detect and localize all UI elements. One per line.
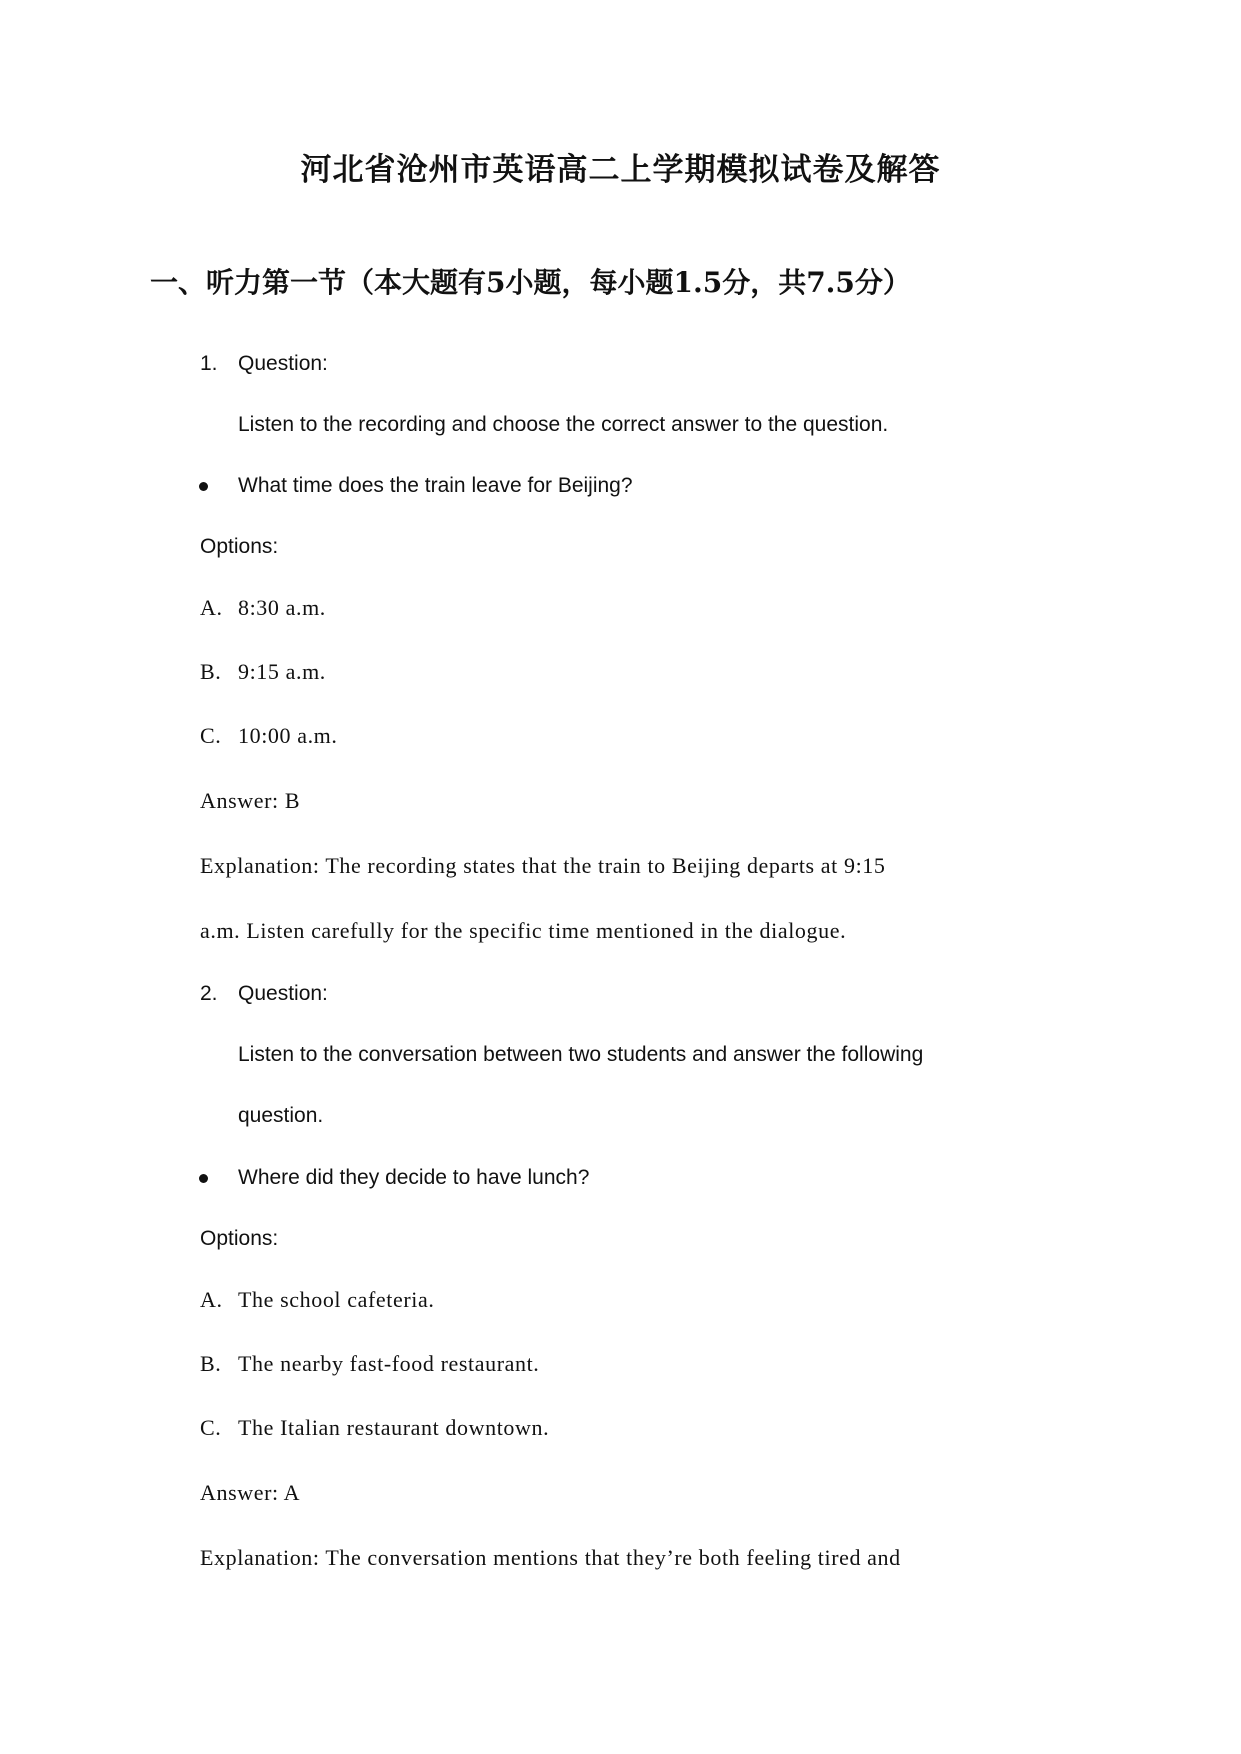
question-number: 1. — [200, 352, 218, 375]
question-2-instruction-line: question. — [238, 1104, 324, 1127]
option-text: The nearby fast-food restaurant. — [238, 1351, 540, 1376]
option-b — [200, 657, 326, 687]
question-2-prompt: Where did they decide to have lunch? — [238, 1166, 590, 1189]
bullet-icon — [199, 482, 208, 491]
explanation-line: Explanation: The conversation mentions that they’re both feeling tired and — [200, 1545, 901, 1570]
question-label: Question: — [238, 352, 328, 375]
option-text: The Italian restaurant downtown. — [238, 1415, 550, 1440]
option-text: 10:00 a.m. — [238, 723, 338, 748]
question-number: 2. — [200, 982, 218, 1005]
option-a — [200, 1285, 434, 1315]
question-1-instruction: Listen to the recording and choose the correct answer to the question. — [238, 413, 889, 436]
option-text: The school cafeteria. — [238, 1287, 435, 1312]
option-text: 9:15 a.m. — [238, 659, 326, 684]
explanation-line: Explanation: The recording states that the train to Beijing departs at 9:15 — [200, 853, 886, 878]
option-text: 8:30 a.m. — [238, 595, 326, 620]
explanation-line: a.m. Listen carefully for the specific time mentioned in the dialogue. — [200, 918, 847, 943]
option-letter: A. — [200, 595, 223, 620]
options-label: Options: — [200, 535, 279, 558]
answer: Answer: B — [200, 788, 301, 813]
option-c — [200, 721, 338, 751]
question-1-prompt: What time does the train leave for Beijing? — [238, 474, 633, 497]
options-label: Options: — [200, 1227, 279, 1250]
option-letter: B. — [200, 1351, 222, 1376]
answer: Answer: A — [200, 1480, 301, 1505]
option-letter: A. — [200, 1287, 223, 1312]
option-letter: C. — [200, 723, 222, 748]
document-title: 河北省沧州市英语高二上学期模拟试卷及解答 — [300, 152, 941, 188]
question-2-instruction-line: Listen to the conversation between two students and answer the following — [238, 1043, 924, 1066]
question-label: Question: — [238, 982, 328, 1005]
option-c — [200, 1413, 549, 1443]
bullet-icon — [199, 1174, 208, 1183]
question-1-header — [200, 349, 328, 379]
option-letter: B. — [200, 659, 222, 684]
section-heading: 一、听力第一节（本大题有5小题，每小题1.5分，共7.5分） — [150, 266, 911, 299]
option-b — [200, 1349, 539, 1379]
question-2-header — [200, 979, 328, 1009]
option-letter: C. — [200, 1415, 222, 1440]
option-a — [200, 593, 326, 623]
